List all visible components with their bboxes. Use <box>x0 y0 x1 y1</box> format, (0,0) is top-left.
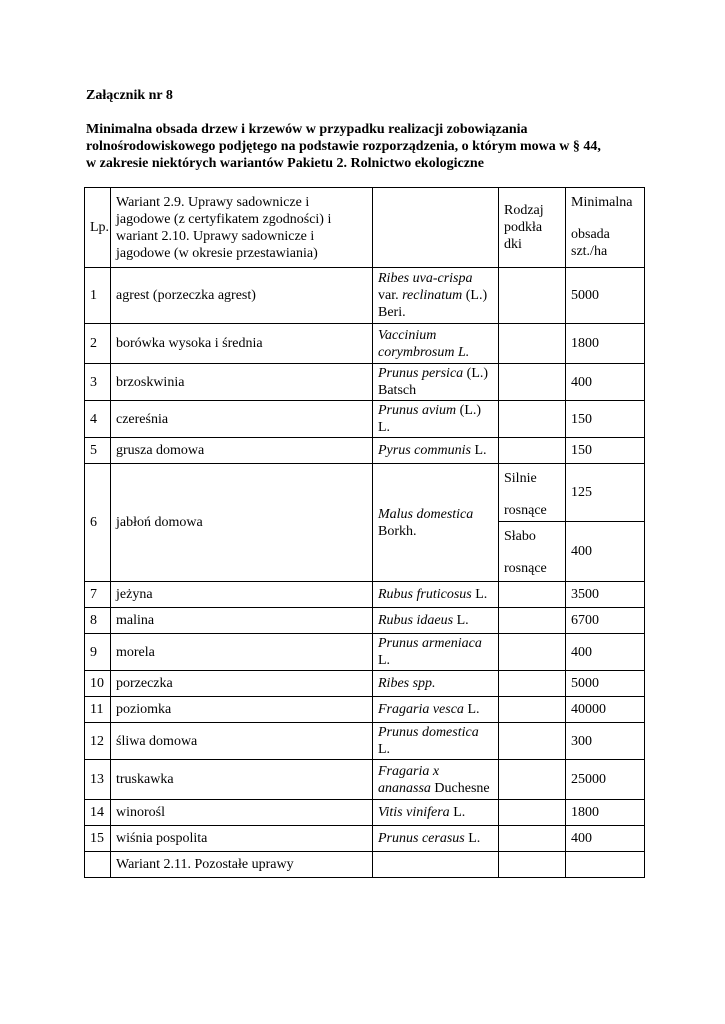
species-latin: Vitis vinifera <box>378 805 450 820</box>
row-lp: 1 <box>85 268 111 324</box>
species-line <box>378 612 493 629</box>
species-latin: ananassa <box>378 780 431 796</box>
header-variant <box>111 188 373 268</box>
species-cell <box>373 401 499 438</box>
species-cell <box>373 608 499 634</box>
row-density: 25000 <box>566 760 645 800</box>
species-line <box>378 506 493 523</box>
species-line <box>378 270 493 287</box>
row-lp: 9 <box>85 634 111 671</box>
row-rootstock <box>499 800 566 826</box>
species-latin: Fragaria x <box>378 763 440 779</box>
table-row <box>85 364 645 401</box>
species-latin: Rubus idaeus <box>378 613 454 628</box>
header-rootstock <box>499 188 566 268</box>
species-author: L. <box>464 831 481 846</box>
species-line <box>378 287 493 304</box>
heading-line: rolnośrodowiskowego podjętego na podstawie rozporządzenia, o którym mowa w § 44, <box>86 139 601 154</box>
species-line <box>378 419 493 436</box>
species-author: Duchesne <box>430 780 490 796</box>
species-cell <box>373 826 499 852</box>
table-row <box>85 723 645 760</box>
species-cell <box>373 364 499 401</box>
row-crop-name: wiśnia pospolita <box>111 826 373 852</box>
rootstock-line: rosnące <box>504 561 547 576</box>
species-line <box>378 830 493 847</box>
species-cell <box>373 697 499 723</box>
annex-label: Załącznik nr 8 <box>86 88 173 103</box>
row-crop-name: jeżyna <box>111 582 373 608</box>
row-density: 400 <box>566 522 645 582</box>
header-rootstock-line: dki <box>504 237 522 252</box>
row-rootstock <box>499 634 566 671</box>
header-density-line: szt./ha <box>571 244 608 259</box>
species-latin: Prunus armeniaca <box>378 636 482 651</box>
table-row <box>85 582 645 608</box>
heading-line: w zakresie niektórych wariantów Pakietu 2. Rolnictwo ekologiczne <box>86 156 484 171</box>
row-rootstock <box>499 760 566 800</box>
footer-rootstock <box>499 852 566 878</box>
species-author: Beri. <box>378 305 406 320</box>
row-lp: 10 <box>85 671 111 697</box>
species-line <box>378 675 493 692</box>
row-rootstock <box>499 608 566 634</box>
species-author: Batsch <box>378 383 417 398</box>
species-line <box>378 763 493 780</box>
species-latin: Vaccinium <box>378 327 437 343</box>
species-line <box>378 741 493 758</box>
species-author: L. <box>378 653 391 668</box>
row-crop-name: truskawka <box>111 760 373 800</box>
row-density: 400 <box>566 364 645 401</box>
row-lp: 15 <box>85 826 111 852</box>
species-line <box>378 652 493 669</box>
table-row <box>85 464 645 522</box>
row-density: 6700 <box>566 608 645 634</box>
header-lp: Lp. <box>85 188 111 268</box>
species-cell <box>373 671 499 697</box>
table-header-row <box>85 188 645 268</box>
species-latin: Prunus domestica <box>378 725 479 740</box>
species-line <box>378 804 493 821</box>
species-latin: Pyrus communis <box>378 443 471 458</box>
species-latin: Ribes uva-crispa <box>378 271 473 286</box>
row-lp: 11 <box>85 697 111 723</box>
species-latin: Rubus fruticosus <box>378 587 472 602</box>
row-density: 1800 <box>566 800 645 826</box>
row-crop-name: winorośl <box>111 800 373 826</box>
species-author: var. <box>378 288 403 303</box>
row-lp: 14 <box>85 800 111 826</box>
density-table <box>84 187 645 878</box>
rootstock-line: Silnie <box>504 471 537 486</box>
species-line <box>378 402 493 419</box>
table-footer-row <box>85 852 645 878</box>
species-line <box>378 780 493 797</box>
species-latin: Prunus persica <box>378 366 464 381</box>
species-line <box>378 724 493 741</box>
heading-line: Minimalna obsada drzew i krzewów w przypadku realizacji zobowiązania <box>86 122 528 137</box>
row-density: 5000 <box>566 671 645 697</box>
species-cell <box>373 464 499 582</box>
species-cell <box>373 634 499 671</box>
species-line <box>378 523 493 540</box>
species-latin: Prunus cerasus <box>378 831 465 846</box>
row-density: 300 <box>566 723 645 760</box>
row-lp: 8 <box>85 608 111 634</box>
species-cell <box>373 760 499 800</box>
species-author: L. <box>378 420 391 435</box>
species-cell <box>373 800 499 826</box>
species-line <box>378 382 493 399</box>
row-crop-name: jabłoń domowa <box>111 464 373 582</box>
header-variant-line: wariant 2.10. Uprawy sadownicze i <box>116 228 315 244</box>
species-author: L. <box>470 443 487 458</box>
species-cell <box>373 324 499 364</box>
row-crop-name: śliwa domowa <box>111 723 373 760</box>
species-line <box>378 344 493 361</box>
species-author: (L.) <box>463 366 489 381</box>
row-crop-name: porzeczka <box>111 671 373 697</box>
row-density: 3500 <box>566 582 645 608</box>
species-line <box>378 701 493 718</box>
table-row <box>85 800 645 826</box>
species-latin: Ribes spp. <box>378 676 436 691</box>
row-crop-name: morela <box>111 634 373 671</box>
row-lp: 4 <box>85 401 111 438</box>
species-author: (L.) <box>456 403 482 418</box>
row-density: 5000 <box>566 268 645 324</box>
header-variant-line: jagodowe (z certyfikatem zgodności) i <box>116 211 332 227</box>
species-author: L. <box>463 702 480 717</box>
table-row <box>85 608 645 634</box>
row-rootstock <box>499 438 566 464</box>
row-crop-name: malina <box>111 608 373 634</box>
row-lp: 7 <box>85 582 111 608</box>
row-lp: 2 <box>85 324 111 364</box>
header-variant-line: Wariant 2.9. Uprawy sadownicze i <box>116 194 310 210</box>
table-row <box>85 438 645 464</box>
species-latin: Fragaria vesca <box>378 702 464 717</box>
table-row <box>85 324 645 364</box>
row-density: 150 <box>566 401 645 438</box>
row-crop-name: grusza domowa <box>111 438 373 464</box>
row-lp: 12 <box>85 723 111 760</box>
species-cell <box>373 723 499 760</box>
row-lp: 5 <box>85 438 111 464</box>
row-density: 400 <box>566 826 645 852</box>
species-author: Borkh. <box>378 523 417 539</box>
species-latin: Malus domestica <box>378 506 474 522</box>
rootstock-dwarf <box>499 522 566 582</box>
row-density: 400 <box>566 634 645 671</box>
rootstock-line: rosnące <box>504 503 547 518</box>
species-cell <box>373 582 499 608</box>
row-rootstock <box>499 697 566 723</box>
row-lp: 13 <box>85 760 111 800</box>
document-heading <box>86 121 646 172</box>
species-author: L. <box>449 805 466 820</box>
row-rootstock <box>499 723 566 760</box>
header-rootstock-line: Rodzaj <box>504 203 544 218</box>
header-density-top: Minimalna <box>571 195 633 210</box>
species-cell <box>373 438 499 464</box>
species-line <box>378 635 493 652</box>
species-line <box>378 327 493 344</box>
table-row <box>85 826 645 852</box>
table-row <box>85 268 645 324</box>
row-rootstock <box>499 582 566 608</box>
species-author: L. <box>378 742 391 757</box>
row-rootstock <box>499 324 566 364</box>
species-author: L. <box>471 587 488 602</box>
row-density: 40000 <box>566 697 645 723</box>
header-rootstock-line: podkła <box>504 220 543 235</box>
row-rootstock <box>499 268 566 324</box>
row-crop-name: agrest (porzeczka agrest) <box>111 268 373 324</box>
row-crop-name: brzoskwinia <box>111 364 373 401</box>
species-line <box>378 586 493 603</box>
header-variant-line: jagodowe (w okresie przestawiania) <box>116 245 318 261</box>
species-cell <box>373 268 499 324</box>
row-rootstock <box>499 671 566 697</box>
species-latin: Prunus avium <box>378 403 457 418</box>
table-row <box>85 760 645 800</box>
species-line <box>378 442 493 459</box>
row-lp: 6 <box>85 464 111 582</box>
row-crop-name: poziomka <box>111 697 373 723</box>
rootstock-vigorous <box>499 464 566 522</box>
row-crop-name: czereśnia <box>111 401 373 438</box>
species-author: (L.) <box>462 288 488 303</box>
species-author: L. <box>453 613 469 628</box>
table-row <box>85 634 645 671</box>
row-density: 150 <box>566 438 645 464</box>
table-row <box>85 401 645 438</box>
header-density <box>566 188 645 268</box>
table-row <box>85 671 645 697</box>
footer-density <box>566 852 645 878</box>
row-crop-name: borówka wysoka i średnia <box>111 324 373 364</box>
row-rootstock <box>499 364 566 401</box>
row-rootstock <box>499 401 566 438</box>
row-lp: 3 <box>85 364 111 401</box>
header-density-line: obsada <box>571 227 610 242</box>
header-species <box>373 188 499 268</box>
rootstock-line: Słabo <box>504 529 536 544</box>
footer-variant: Wariant 2.11. Pozostałe uprawy <box>111 852 373 878</box>
footer-species <box>373 852 499 878</box>
species-latin: corymbrosum L. <box>378 344 470 360</box>
species-line <box>378 365 493 382</box>
row-rootstock <box>499 826 566 852</box>
species-line <box>378 304 493 321</box>
table-row <box>85 697 645 723</box>
species-latin: reclinatum <box>402 288 463 303</box>
row-density: 125 <box>566 464 645 522</box>
footer-lp <box>85 852 111 878</box>
row-density: 1800 <box>566 324 645 364</box>
